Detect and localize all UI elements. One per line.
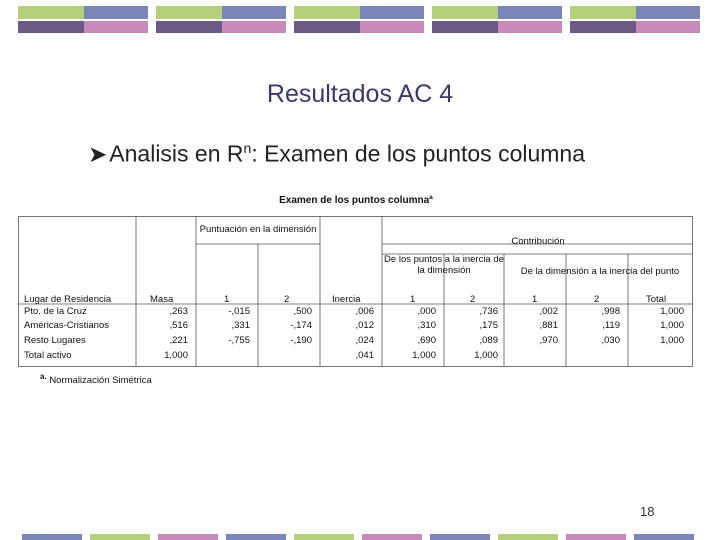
cell-puntos1: ,690 bbox=[417, 335, 436, 346]
bullet-prefix: Analisis en R bbox=[109, 140, 244, 167]
cell-masa: ,516 bbox=[169, 320, 188, 331]
footnote-marker: a. bbox=[40, 372, 47, 381]
cell-puntos1: ,310 bbox=[417, 320, 436, 331]
header-contribucion: Contribución bbox=[511, 236, 565, 247]
cell-dim2: -,174 bbox=[290, 320, 312, 331]
cell-puntos1: 1,000 bbox=[412, 350, 436, 361]
footnote-text: Normalización Simétrica bbox=[49, 375, 152, 387]
cell-total: 1,000 bbox=[660, 320, 684, 331]
row-label: Total activo bbox=[24, 350, 72, 361]
cell-contrib1: ,970 bbox=[539, 335, 558, 346]
cell-total: 1,000 bbox=[660, 335, 684, 346]
header-decoration bbox=[18, 6, 703, 34]
results-table bbox=[18, 192, 694, 388]
cell-puntos2: 1,000 bbox=[474, 350, 498, 361]
cell-dim1: -,015 bbox=[228, 306, 250, 317]
cell-contrib2: ,998 bbox=[601, 306, 620, 317]
cell-contrib2: ,030 bbox=[601, 335, 620, 346]
slide-title: Resultados AC 4 bbox=[266, 80, 454, 108]
header-puntos-inercia: De los puntos a la inercia de la dimensión bbox=[384, 254, 504, 276]
col-dim-1: 1 bbox=[224, 294, 230, 305]
page-number: 18 bbox=[640, 504, 655, 519]
table-title: Examen de los puntos columnaª bbox=[279, 195, 433, 206]
cell-puntos2: ,736 bbox=[479, 306, 498, 317]
cell-inercia: ,024 bbox=[355, 335, 374, 346]
col-lugar: Lugar de Residencia bbox=[24, 294, 112, 305]
col-puntos-1: 1 bbox=[410, 294, 416, 305]
col-masa: Masa bbox=[150, 294, 174, 305]
cell-puntos2: ,175 bbox=[479, 320, 498, 331]
cell-inercia: ,012 bbox=[355, 320, 374, 331]
cell-dim1: -,755 bbox=[228, 335, 250, 346]
col-dim-2: 2 bbox=[284, 294, 290, 305]
row-label: Pto. de la Cruz bbox=[24, 306, 87, 317]
cell-masa: ,221 bbox=[169, 335, 188, 346]
bullet-suffix: : Examen de los puntos columna bbox=[251, 140, 586, 167]
col-dimension-1: 1 bbox=[532, 294, 538, 305]
header-dimension-inercia: De la dimensión a la inercia del punto bbox=[520, 266, 680, 277]
cell-contrib2: ,119 bbox=[602, 320, 620, 331]
row-label: Resto Lugares bbox=[24, 335, 86, 346]
arrow-bullet-icon: ➤ bbox=[88, 140, 108, 167]
cell-masa: ,263 bbox=[169, 306, 188, 317]
cell-masa: 1,000 bbox=[164, 350, 188, 361]
row-label: Américas-Cristianos bbox=[24, 320, 109, 331]
col-dimension-2: 2 bbox=[594, 294, 600, 305]
cell-contrib1: ,881 bbox=[539, 320, 558, 331]
cell-dim2: -,190 bbox=[290, 335, 312, 346]
col-inercia: Inercia bbox=[332, 294, 361, 305]
cell-dim2: ,500 bbox=[293, 306, 312, 317]
footer-decoration bbox=[22, 534, 712, 540]
bullet-superscript: n bbox=[243, 140, 252, 156]
cell-contrib1: ,002 bbox=[539, 306, 558, 317]
cell-total: 1,000 bbox=[660, 306, 684, 317]
cell-puntos2: ,089 bbox=[479, 335, 498, 346]
col-puntos-2: 2 bbox=[470, 294, 476, 305]
cell-puntos1: ,000 bbox=[417, 306, 436, 317]
cell-inercia: ,006 bbox=[355, 306, 374, 317]
col-total: Total bbox=[646, 294, 667, 305]
table-footnote bbox=[40, 372, 152, 386]
cell-dim1: ,331 bbox=[231, 320, 250, 331]
bullet-text bbox=[88, 140, 585, 168]
cell-inercia: ,041 bbox=[355, 350, 374, 361]
header-puntuacion: Puntuación en la dimensión bbox=[199, 224, 317, 235]
